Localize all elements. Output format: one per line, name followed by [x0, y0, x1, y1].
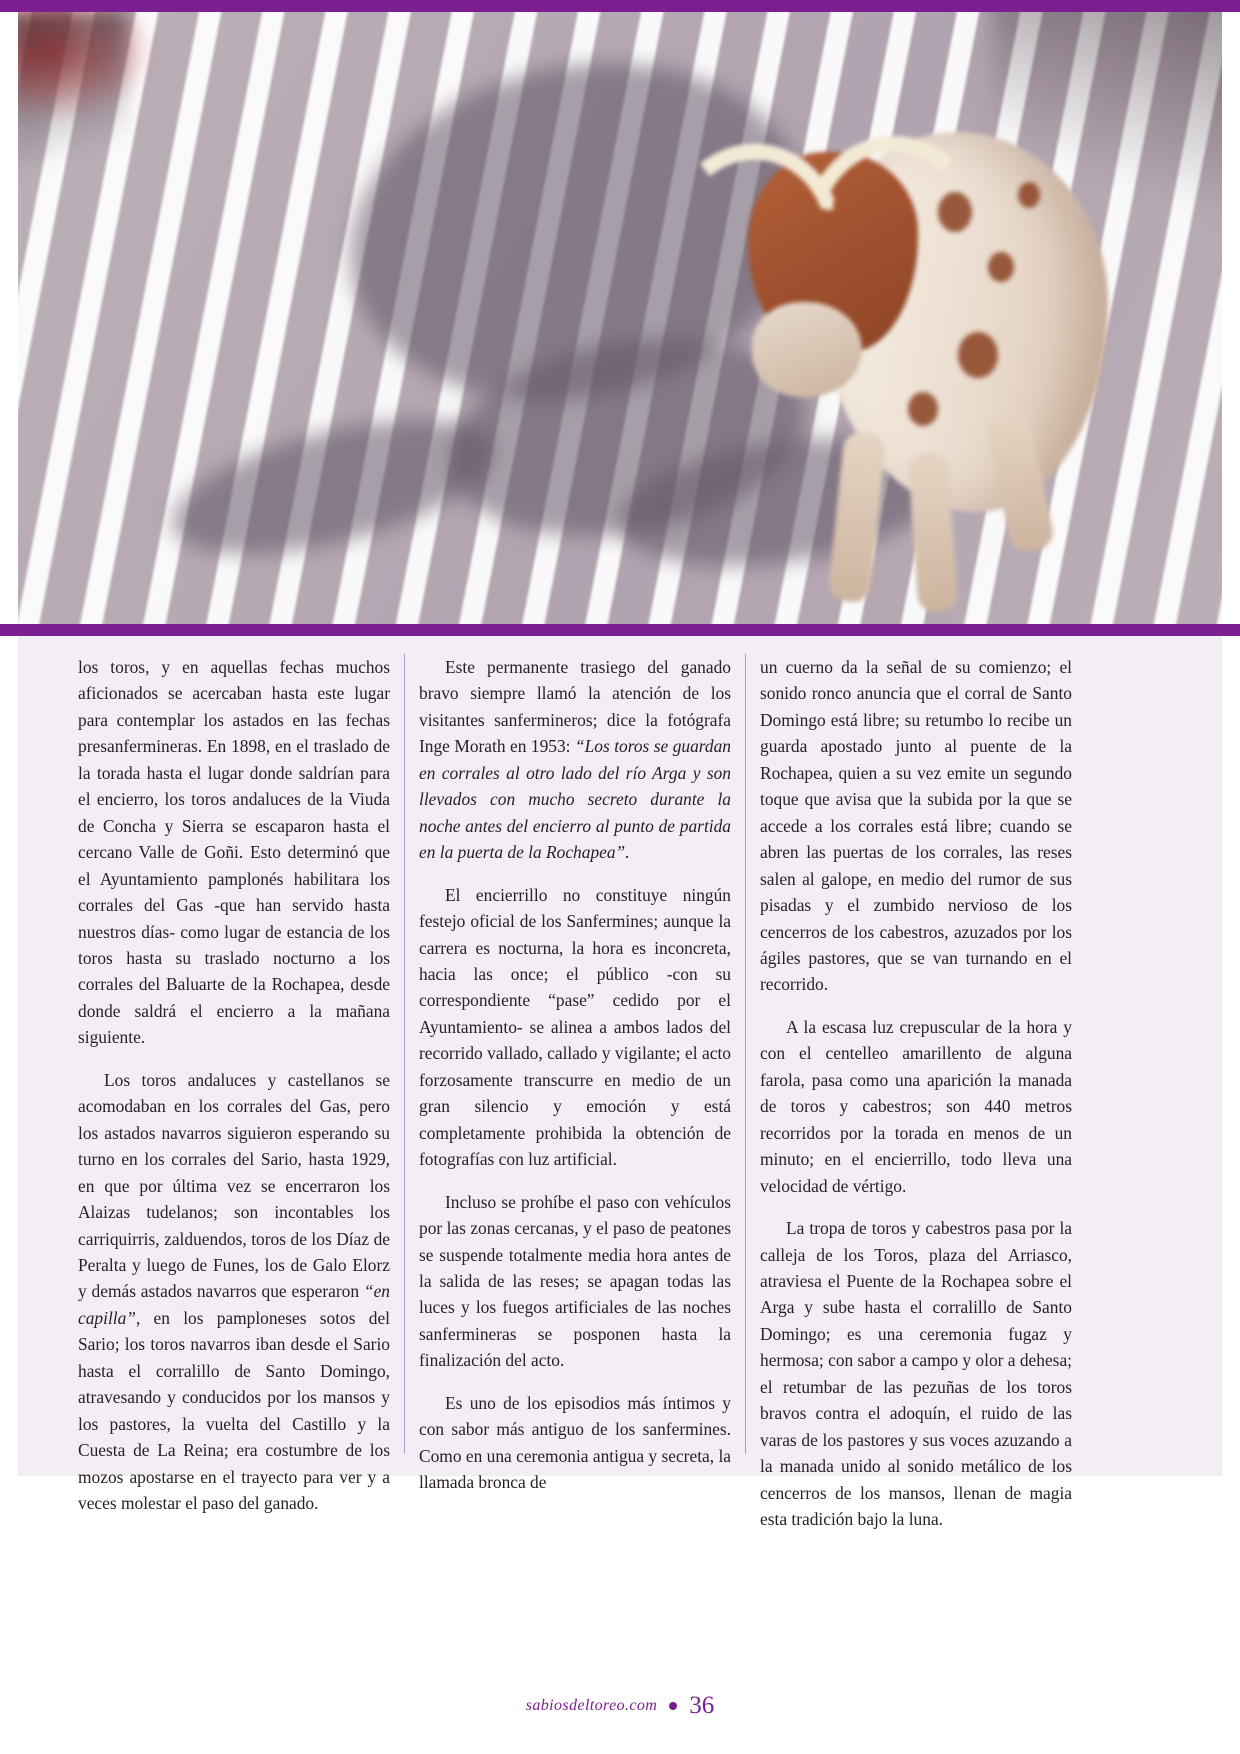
- article-paragraph: [419, 882, 731, 1173]
- article-text: Este permanente trasiego del ganado bravo siempre llamó la atención de los visitantes sanfermineros; dice la fotógrafa Inge Morath en 1953:: [419, 657, 731, 757]
- article-paragraph: [78, 1067, 390, 1517]
- page-footer: [0, 1692, 1240, 1720]
- article-emphasis: “Los toros se guardan en corrales al otro lado del río Arga y son llevados con mucho secreto durante la noche antes del encierro al punto de partida en la puerta de la Rochapea”.: [419, 736, 731, 863]
- article-column-3: [745, 654, 1086, 1530]
- article-text: Los toros andaluces y castellanos se acomodaban en los corrales del Gas, pero los astados navarros siguieron esperando su turno en los corrales del Sario, hasta 1929, en que por última vez se encerraron los Alaizas tudelanos; son incontables los carriquirris, zalduendos, toros de los Díaz de Peralta y luego de Funes, los de Galo Elorz y demás astados navarros que esperaron: [78, 1069, 390, 1302]
- article-text: , en los pamploneses sotos del Sario; los toros navarros iban desde el Sario hasta el corralillo de Santo Domingo, atravesando y conducidos por los mansos y los pastores, la vuelta del Castillo y la Cuesta de La Reina; era costumbre de los mozos apostarse en el trayecto para ver y a veces molestar el paso del ganado.: [78, 1307, 390, 1514]
- bull-spot: [988, 252, 1014, 282]
- article-text: La tropa de toros y cabestros pasa por la calleja de los Toros, plaza del Arriasco, atraviesa el Puente de la Rochapea sobre el Arga y sube hasta el corralillo de Santo Domingo; es una ceremonia fugaz y hermosa; con sabor a campo y olor a dehesa; el retumbar de las pezuñas de los toros bravos contra el adoquín, el ruido de las varas de los pastores y sus voces azuzando a la manada unido al sonido metálico de los cencerros de los mansos, llenan de magia esta tradición bajo la luna.: [760, 1218, 1072, 1530]
- article-text: Es uno de los episodios más íntimos y con sabor más antiguo de los sanfermines. Como en una ceremonia antigua y secreta, la llamada bronca de: [419, 1392, 731, 1493]
- article-paragraph: [760, 1215, 1072, 1532]
- article-column-1: [64, 654, 404, 1514]
- footer-dot-icon: [669, 1702, 677, 1710]
- article-emphasis: “en capilla”: [78, 1281, 390, 1328]
- article-text: un cuerno da la señal de su comienzo; el sonido ronco anuncia que el corral de Santo Domingo está libre; su retumbo lo recibe un guarda apostado junto al puente de la Rochapea, quien a su vez emite un segundo toque que avisa que la subida por la que se accede a los corrales está libre; cuando se abren las puertas de los corrales, las reses salen al galope, en medio del rumor de sus pisadas y el zumbido nervioso de los cencerros de los cabestros, azuzados por los ágiles pastores, que se van turnando en el recorrido.: [760, 657, 1072, 995]
- article-text: los toros, y en aquellas fechas muchos aficionados se acercaban hasta este lugar para contemplar los astados en las fechas presanfermineras. En 1898, en el traslado de la torada hasta el lugar donde saldrían para el encierro, los toros andaluces de la Viuda de Concha y Sierra se escaparon hasta el cercano Valle de Goñi. Esto determinó que el Ayuntamiento pamplonés habilitara los corrales del Gas -que han servido hasta nuestros días- como lugar de estancia de los toros hasta su traslado nocturno a los corrales del Baluarte de la Rochapea, desde donde saldrá el encierro a la mañana siguiente.: [78, 657, 390, 1048]
- article-paragraph: [419, 1390, 731, 1496]
- bull-figure: [708, 32, 1128, 622]
- bull-spot: [958, 332, 998, 378]
- bottom-accent-rule: [0, 624, 1240, 636]
- article-text: A la escasa luz crepuscular de la hora y con el centelleo amarillento de alguna farola, pasa como una aparición la manada de toros y cabestros; son 440 metros recorridos por la torada en menos de un minuto; en el encierrillo, todo lleva una velocidad de vértigo.: [760, 1016, 1072, 1196]
- article-columns: [64, 654, 1172, 1530]
- bull-spot: [908, 392, 938, 426]
- article-text: El encierrillo no constituye ningún festejo oficial de los Sanfermines; aunque la carrera es nocturna, la hora es inconcreta, hacia las once; el público -con su correspondiente “pase” cedido por el Ayuntamiento- se alinea a ambos lados del recorrido vallado, callado y vigilante; el acto forzosamente transcurre en medio de un gran silencio y emoción y está completamente prohibida la obtención de fotografías con luz artificial.: [419, 884, 731, 1170]
- article-paragraph: [760, 1014, 1072, 1199]
- page-number: 36: [689, 1692, 715, 1719]
- article-paragraph: [419, 1189, 731, 1374]
- top-accent-rule: [0, 0, 1240, 12]
- bull-spot: [1018, 182, 1040, 208]
- bull-leg: [827, 430, 887, 603]
- article-text: Incluso se prohíbe el paso con vehículos por las zonas cercanas, y el paso de peatones se suspende totalmente media hora antes de la salida de las reses; se apagan todas las luces y los fuegos artificiales de las noches sanfermineras se posponen hasta la finalización del acto.: [419, 1191, 731, 1371]
- photo-left-shadow: [18, 12, 128, 212]
- running-bull-photograph: [18, 12, 1222, 624]
- footer-brand: sabiosdeltoreo.com: [525, 1697, 658, 1714]
- bull-muzzle: [752, 302, 862, 397]
- article-paragraph: [78, 654, 390, 1051]
- article-column-2: [404, 654, 745, 1493]
- article-paragraph: [760, 654, 1072, 998]
- article-paragraph: [419, 654, 731, 866]
- article-text-panel: [18, 636, 1222, 1530]
